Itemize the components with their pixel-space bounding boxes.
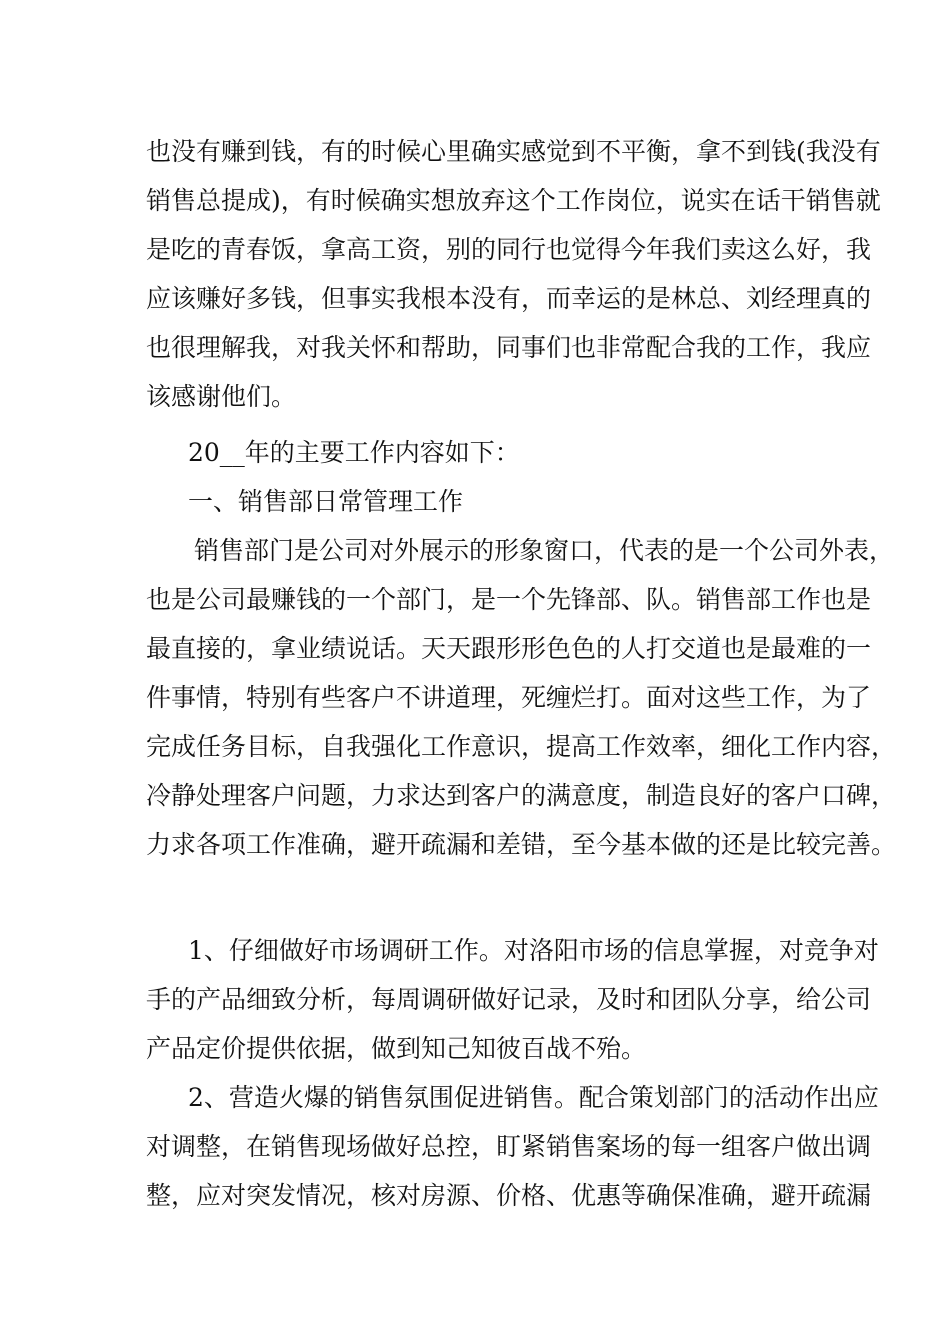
paragraph-line: 完成任务目标，自我强化工作意识，提高工作效率，细化工作内容，	[146, 732, 897, 761]
section-intro: 20__年的主要工作内容如下：	[188, 438, 520, 467]
paragraph-line: 冷静处理客户问题，力求达到客户的满意度，制造良好的客户口碑，	[146, 781, 897, 810]
paragraph-line: 销售总提成)，有时候确实想放弃这个工作岗位，说实在话干销售就	[146, 186, 881, 215]
paragraph-line: 最直接的，拿业绩说话。天天跟形形色色的人打交道也是最难的一	[146, 634, 872, 663]
list-item-line: 整，应对突发情况，核对房源、价格、优惠等确保准确，避开疏漏	[146, 1181, 872, 1210]
section-heading: 一、销售部日常管理工作	[188, 487, 464, 516]
paragraph-line: 也很理解我，对我关怀和帮助，同事们也非常配合我的工作，我应	[146, 333, 872, 362]
list-item-line: 2、营造火爆的销售氛围促进销售。配合策划部门的活动作出应	[188, 1083, 879, 1112]
paragraph-line: 件事情，特别有些客户不讲道理，死缠烂打。面对这些工作，为了	[146, 683, 872, 712]
paragraph-line: 应该赚好多钱，但事实我根本没有，而幸运的是林总、刘经理真的	[146, 284, 872, 313]
paragraph-line: 力求各项工作准确，避开疏漏和差错，至今基本做的还是比较完善。	[146, 830, 897, 859]
paragraph-line: 销售部门是公司对外展示的形象窗口，代表的是一个公司外表，	[194, 536, 895, 565]
list-item-line: 产品定价提供依据，做到知己知彼百战不殆。	[146, 1034, 647, 1063]
list-item-line: 1、仔细做好市场调研工作。对洛阳市场的信息掌握，对竞争对	[188, 936, 879, 965]
list-item-line: 对调整，在销售现场做好总控，盯紧销售案场的每一组客户做出调	[146, 1132, 872, 1161]
paragraph-line: 也没有赚到钱，有的时候心里确实感觉到不平衡，拿不到钱(我没有	[146, 137, 881, 166]
paragraph-line: 该感谢他们。	[146, 382, 297, 411]
paragraph-line: 是吃的青春饭，拿高工资，别的同行也觉得今年我们卖这么好，我	[146, 235, 872, 264]
paragraph-line: 也是公司最赚钱的一个部门，是一个先锋部、队。销售部工作也是	[146, 585, 872, 614]
list-item-line: 手的产品细致分析，每周调研做好记录，及时和团队分享，给公司	[146, 985, 872, 1014]
